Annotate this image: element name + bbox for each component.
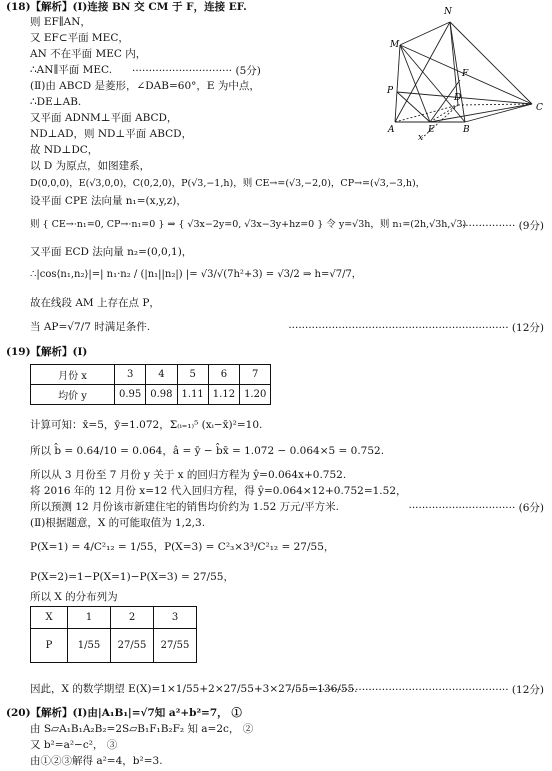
- q19-line-7: P(X=1) = 4/C²₁₂ = 1/55，P(X=3) = C²₃×3³/C²₁₂ = 27/55，: [30, 541, 335, 553]
- table-label-price: 均价 y: [31, 385, 115, 405]
- q19-line-6: (Ⅱ)根据题意，X 的可能取值为 1,2,3.: [30, 517, 206, 529]
- label-e: E: [428, 125, 435, 135]
- q19-line-1: 计算可知：x̄=5，ȳ=1.072，Σ₍ᵢ₌₁₎⁵ (xᵢ−x̄)²=10.: [30, 419, 263, 431]
- q20-line-3: 又 b²=a²−c²， ③: [30, 739, 118, 751]
- q18-line-18: 当 AP=√7/7 时满足条件.: [30, 321, 151, 333]
- table-cell: 2: [111, 607, 154, 629]
- table-cell: 6: [208, 365, 239, 385]
- q20-line-2: 由 S▱A₁B₁A₂B₂=2S▱B₁F₁B₂F₂ 知 a=2c， ②: [30, 723, 254, 735]
- q19-table-monthly-price: [30, 364, 271, 405]
- label-x: x: [418, 133, 424, 143]
- q20-line-1: (20)【解析】(Ⅰ)由|A₁B₁|=√7知 a²+b²=7， ①: [6, 707, 242, 719]
- q19-score-6: ································ (6分): [408, 502, 544, 514]
- q18-line-14: 则 { CE→·n₁=0, CP→·n₁=0 } ⇒ { √3x−2y=0, √3x−3y+hz=0 } 令 y=√3h，则 n₁=(2h,√3h,√3): [30, 219, 467, 230]
- q18-line-8: 又平面 ADNM⊥平面 ABCD，: [30, 112, 178, 124]
- q18-line-11: 以 D 为原点，如图建系，: [30, 160, 151, 172]
- q19-line-10: 因此，X 的数学期望 E(X)=1×1/55+2×27/55+3×27/55=136/55.: [30, 683, 358, 695]
- edge-pc: [397, 92, 532, 104]
- table-cell: P: [31, 629, 68, 663]
- q18-line-12: D(0,0,0)，E(√3,0,0)，C(0,2,0)，P(√3,−1,h)，则 CE→=(√3,−2,0)，CP→=(√3,−3,h)，: [30, 178, 426, 189]
- table-label-month: 月份 x: [31, 365, 115, 385]
- table-cell: 27/55: [154, 629, 197, 663]
- label-p: P: [387, 86, 394, 96]
- q19-line-5: 所以预测 12 月份该市新建住宅的销售均价约为 1.52 万元/平方米.: [30, 501, 339, 513]
- q19-line-2: 所以 b̂ = 0.64/10 = 0.064，â = ȳ − b̂x̄ = 1.072 − 0.064×5 = 0.752.: [30, 445, 385, 457]
- q18-line-5: ∴AN∥平面 MEC.: [30, 64, 113, 76]
- q18-line-6: (Ⅱ)由 ABCD 是菱形，∠DAB=60°，E 为中点，: [30, 80, 260, 92]
- q19-score-12: ·································································· (12分): [288, 684, 544, 696]
- q19-header: (19)【解析】(Ⅰ): [6, 346, 88, 358]
- q18-score-5: ······························ (5分): [132, 65, 261, 77]
- edge-bc: [465, 104, 532, 122]
- q18-line-16: ∴|cos⟨n₁,n₂⟩|=| n₁·n₂ / (|n₁||n₂|) |= √3/√(7h²+3) = √3/2 ⇒ h=√7/7，: [30, 269, 362, 280]
- label-n: N: [444, 7, 452, 17]
- label-f: F: [462, 69, 469, 79]
- table-cell: 1.20: [240, 385, 271, 405]
- edge-ma: [395, 45, 400, 122]
- q19-line-8: P(X=2)=1−P(X=1)−P(X=3) = 27/55，: [30, 571, 234, 583]
- q20-line-4: 由①②③解得 a²=4，b²=3.: [30, 755, 163, 767]
- edge-nc: [450, 22, 532, 104]
- q18-line-3: 又 EF⊂平面 MEC，: [30, 32, 129, 44]
- label-a: A: [388, 125, 395, 135]
- label-c: C: [536, 103, 543, 113]
- q19-line-3: 所以从 3 月份至 7 月份 y 关于 x 的回归方程为 ŷ=0.064x+0.752.: [30, 469, 347, 481]
- table-cell: 3: [154, 607, 197, 629]
- table-cell: 7: [240, 365, 271, 385]
- table-cell: 0.98: [146, 385, 177, 405]
- table-cell: 1: [68, 607, 111, 629]
- table-cell: 27/55: [111, 629, 154, 663]
- q19-line-4: 将 2016 年的 12 月份 x=12 代入回归方程，得 ŷ=0.064×12+0.752=1.52，: [30, 485, 407, 497]
- q18-line-4: AN 不在平面 MEC 内，: [30, 48, 147, 60]
- label-d: D: [454, 93, 462, 103]
- q18-score-9: ················ (9分): [461, 220, 544, 232]
- table-cell: 1/55: [68, 629, 111, 663]
- table-cell: 0.95: [115, 385, 146, 405]
- q18-line-15: 又平面 ECD 法向量 n₂=(0,0,1)，: [30, 246, 193, 258]
- edge-mn: [400, 22, 450, 45]
- table-cell: X: [31, 607, 68, 629]
- q18-line-13: 设平面 CPE 法向量 n₁=(x,y,z)，: [30, 195, 187, 207]
- q19-line-9: 所以 X 的分布列为: [30, 591, 118, 603]
- q18-line-9: ND⊥AD，则 ND⊥平面 ABCD，: [30, 128, 193, 140]
- q19-table-distribution: [30, 606, 197, 663]
- q18-line-1: (18)【解析】(Ⅰ)连接 BN 交 CM 于 F，连接 EF.: [6, 1, 247, 13]
- label-b: B: [463, 125, 470, 135]
- q18-line-17: 故在线段 AM 上存在点 P，: [30, 297, 160, 309]
- table-cell: 4: [146, 365, 177, 385]
- edge-dc: [458, 104, 532, 105]
- table-cell: 5: [177, 365, 208, 385]
- label-m: M: [390, 40, 400, 50]
- table-cell: 1.12: [208, 385, 239, 405]
- q18-score-12: ·································································· (12分): [288, 322, 544, 334]
- q18-line-10: 故 ND⊥DC，: [30, 144, 99, 156]
- q18-line-7: ∴DE⊥AB.: [30, 96, 82, 108]
- table-cell: 1.11: [177, 385, 208, 405]
- table-cell: 3: [115, 365, 146, 385]
- edge-pe: [397, 92, 430, 122]
- q18-line-2: 则 EF∥AN，: [30, 16, 91, 28]
